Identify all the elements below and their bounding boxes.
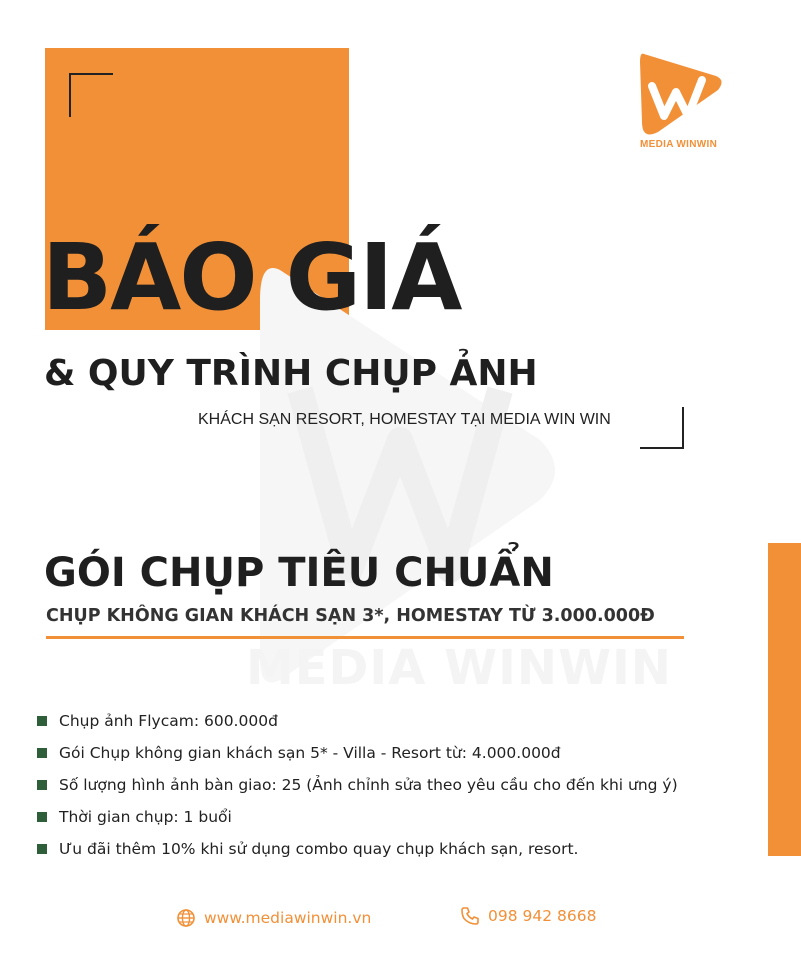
- feature-text: Gói Chụp không gian khách sạn 5* - Villa - Resort từ: 4.000.000đ: [59, 744, 561, 762]
- feature-text: Thời gian chụp: 1 buổi: [59, 808, 232, 826]
- corner-bracket-top-left: [69, 73, 113, 117]
- orange-side-bar: [768, 543, 801, 856]
- feature-item: [37, 705, 678, 737]
- logo-text: MEDIA WINWIN: [640, 139, 718, 150]
- square-bullet-icon: [37, 780, 47, 790]
- website-link[interactable]: www.mediawinwin.vn: [204, 909, 372, 927]
- main-title: BÁO GIÁ: [42, 224, 461, 331]
- feature-item: [37, 769, 678, 801]
- square-bullet-icon: [37, 812, 47, 822]
- watermark-text: MEDIA WINWIN: [246, 640, 673, 696]
- footer-website[interactable]: [176, 908, 371, 928]
- globe-icon: [176, 908, 196, 928]
- feature-text: Số lượng hình ảnh bàn giao: 25 (Ảnh chỉnh sửa theo yêu cầu cho đến khi ưng ý): [59, 776, 678, 794]
- feature-text: Ưu đãi thêm 10% khi sử dụng combo quay chụp khách sạn, resort.: [59, 840, 579, 858]
- feature-item: [37, 737, 678, 769]
- package-title: GÓI CHỤP TIÊU CHUẨN: [44, 550, 554, 596]
- main-subtitle: & QUY TRÌNH CHỤP ẢNH: [44, 353, 538, 394]
- phone-number[interactable]: 098 942 8668: [488, 907, 597, 925]
- square-bullet-icon: [37, 748, 47, 758]
- feature-list: [37, 705, 678, 865]
- feature-item: [37, 833, 678, 865]
- orange-divider: [46, 636, 684, 639]
- square-bullet-icon: [37, 844, 47, 854]
- phone-icon: [460, 906, 480, 926]
- square-bullet-icon: [37, 716, 47, 726]
- feature-item: [37, 801, 678, 833]
- main-subline: KHÁCH SẠN RESORT, HOMESTAY TẠI MEDIA WIN WIN: [198, 411, 611, 428]
- footer-phone[interactable]: [460, 906, 596, 926]
- corner-bracket-bottom-right: [640, 407, 684, 449]
- media-winwin-logo-icon: [636, 50, 722, 135]
- package-subtitle: CHỤP KHÔNG GIAN KHÁCH SẠN 3*, HOMESTAY TỪ 3.000.000Đ: [46, 606, 655, 626]
- feature-text: Chụp ảnh Flycam: 600.000đ: [59, 712, 278, 730]
